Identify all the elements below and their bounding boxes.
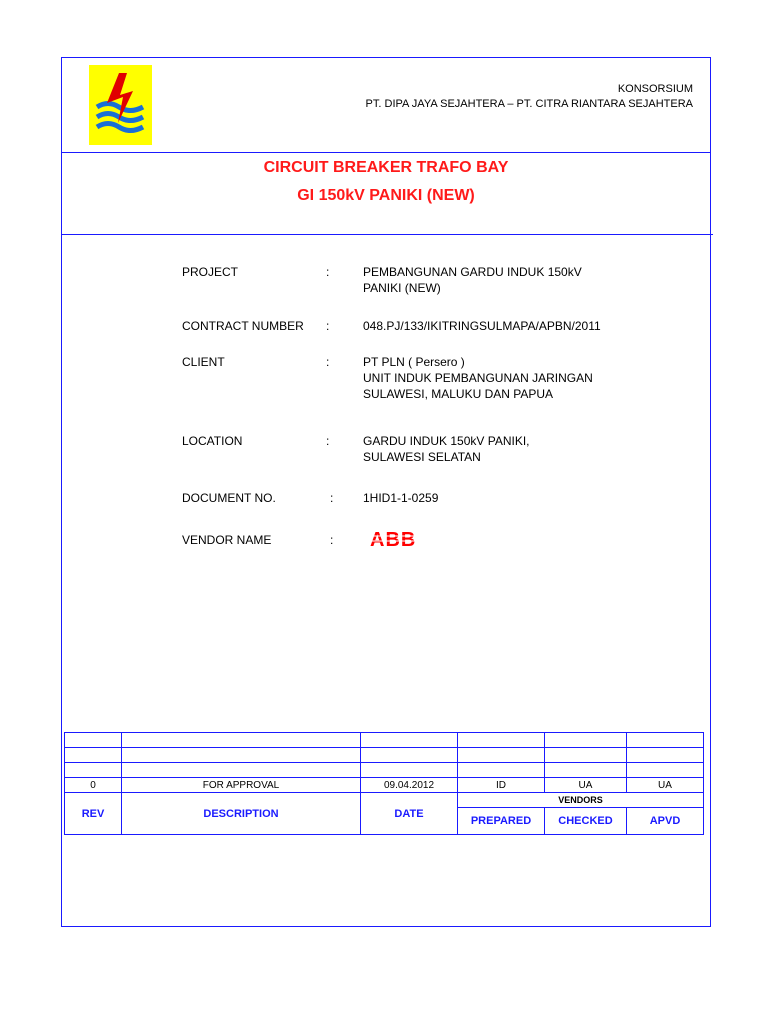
project-value-line1: PEMBANGUNAN GARDU INDUK 150kV [363, 265, 582, 279]
checked-cell: UA [545, 778, 627, 793]
document-no-colon: : [330, 491, 334, 505]
location-value-line2: SULAWESI SELATAN [363, 450, 481, 464]
location-colon: : [326, 434, 330, 448]
location-label: LOCATION [182, 434, 243, 448]
client-value-line2: UNIT INDUK PEMBANGUNAN JARINGAN [363, 371, 593, 385]
contract-label: CONTRACT NUMBER [182, 319, 304, 333]
location-value [363, 433, 530, 465]
document-subtitle: GI 150kV PANIKI (NEW) [297, 187, 475, 204]
revision-table [64, 732, 704, 835]
client-colon: : [326, 355, 330, 369]
table-row [65, 778, 704, 793]
consortium-label: KONSORSIUM [617, 83, 693, 95]
apvd-header: APVD [627, 808, 704, 835]
project-label: PROJECT [182, 265, 239, 279]
table-row [65, 763, 704, 778]
date-cell: 09.04.2012 [361, 778, 458, 793]
apvd-cell: UA [627, 778, 704, 793]
document-title: CIRCUIT BREAKER TRAFO BAY [263, 159, 509, 176]
client-label: CLIENT [182, 355, 225, 369]
abb-logo-text: ABB [370, 529, 417, 549]
pln-logo-icon [89, 65, 152, 145]
prepared-cell: ID [458, 778, 545, 793]
location-value-line1: GARDU INDUK 150kV PANIKI, [363, 434, 530, 448]
description-header: DESCRIPTION [122, 793, 361, 835]
rev-cell: 0 [65, 778, 122, 793]
contract-colon: : [326, 319, 330, 333]
document-no-label: DOCUMENT NO. [182, 491, 276, 505]
header-row [65, 793, 704, 808]
document-no-value: 1HID1-1-0259 [363, 491, 439, 505]
consortium-members: PT. DIPA JAYA SEJAHTERA – PT. CITRA RIANTARA SEJAHTERA [365, 98, 693, 110]
date-header: DATE [361, 793, 458, 835]
abb-logo-icon [370, 529, 422, 549]
title-divider [61, 234, 713, 235]
vendor-label: VENDOR NAME [182, 533, 272, 547]
table-row [65, 748, 704, 763]
project-value [363, 264, 582, 296]
prepared-header: PREPARED [458, 808, 545, 835]
header-divider [61, 152, 711, 153]
table-row [65, 733, 704, 748]
project-value-line2: PANIKI (NEW) [363, 281, 441, 295]
consortium-block [366, 82, 693, 112]
description-cell: FOR APPROVAL [122, 778, 361, 793]
vendor-colon: : [330, 533, 334, 547]
client-value-line3: SULAWESI, MALUKU DAN PAPUA [363, 387, 554, 401]
checked-header: CHECKED [545, 808, 627, 835]
contract-value: 048.PJ/133/IKITRINGSULMAPA/APBN/2011 [363, 319, 601, 333]
client-value-line1: PT PLN ( Persero ) [363, 355, 465, 369]
vendors-header: VENDORS [458, 793, 704, 808]
project-colon: : [326, 265, 330, 279]
client-value [363, 354, 593, 402]
rev-header: REV [65, 793, 122, 835]
